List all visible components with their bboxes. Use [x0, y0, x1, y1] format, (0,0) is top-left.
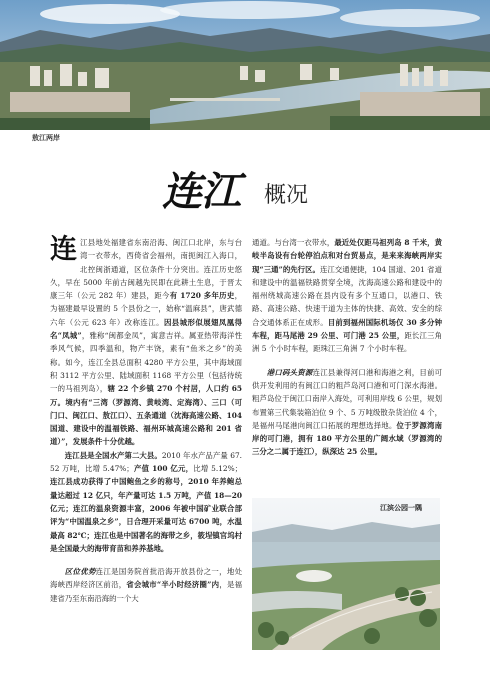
- aerial-photo-illustration: [0, 0, 490, 130]
- paragraph-transport: [252, 236, 442, 356]
- paragraph-ports: [252, 366, 442, 459]
- text-run: 连江是国务院首批沿海开放县份之一，地处海峡西岸经济区前沿，: [50, 567, 242, 590]
- text-run-bold: 目前到福州国际机场仅 30 多分钟车程，距马尾港 29 公里、可门港 25 公里，: [252, 317, 442, 341]
- text-run: ，为福建最早设置的 5 个县份之一，始称“温麻县”，唐武德六年（公元 623 年）改称连江。: [50, 291, 243, 327]
- text-run-bold: 省会城市“半小时经济圈”内: [126, 580, 220, 590]
- text-run-bold: 产值 100 亿元，: [133, 464, 194, 474]
- text-run-bold: 辖 22 个乡镇 270 个村居，人口约 65 万。境内有“三湾（罗源湾、黄岐湾、定海湾）、三口（可门口、闽江口、敖江口）、五条通道（沈海高速公路、104 国道、建设中的温福铁路、福州环城高速公路和 201 省道）”，发展条件十分优越。: [50, 384, 242, 447]
- body-column-right: [252, 236, 442, 484]
- aerial-photo: [0, 0, 490, 130]
- text-run-bold: 位于罗源湾南岸的可门港，拥有 180 平方公里的广阔水域（罗源湾的三分之二属于连江），纵深达 25 公里。: [252, 420, 442, 457]
- text-run: 比增 5.12%；: [193, 464, 243, 474]
- text-run: ，雅称“闽都金凤”，寓意吉祥。属亚热带海洋性季风气候，四季温和，物产丰饶，素有“鱼米之乡”的美称。如今，连江全县总面积 4280 平方公里，其中海域面积 3112 平方公里、陆域面积 1168 平方公里（包括待统一的马祖列岛），: [50, 331, 242, 394]
- text-run-bold: 连江县成功获得了中国鲍鱼之乡的称号，: [50, 477, 189, 487]
- text-run-bold: 有 1720 多年历史: [169, 291, 235, 301]
- text-run-bold: 因县城形似展翅凤凰得名“凤城”: [50, 317, 242, 341]
- park-photo: [252, 498, 440, 650]
- text-run: 连江交通便捷，104 国道、201 省道和建设中的温福铁路贯穿全境，沈海高速公路和建设中的福州绕城高速公路在县内设有多个互通口，以港口、铁路、高速公路、快速干道为主体的快捷、高效、安全的综合交通体系正在成形。: [252, 264, 442, 327]
- headline-main: 连江: [162, 169, 240, 215]
- hero-caption: 敖江两岸: [32, 134, 60, 142]
- body-column-left: [50, 236, 242, 656]
- paragraph-location: [50, 565, 242, 605]
- text-run-bold: 连江县是全国水产第二大县。: [64, 450, 162, 460]
- park-photo-illustration: [252, 498, 440, 650]
- drop-cap: 连: [50, 234, 77, 265]
- paragraph-fisheries: [50, 449, 242, 555]
- paragraph-intro: [50, 236, 242, 449]
- text-run: 距长江三角洲 5 个小时车程，距珠江三角洲 7 个小时车程。: [252, 331, 442, 354]
- text-run: 连江县兼得河口港和海港之利，目前可供开发利用的有闽江口的粗芦岛河口港和可门深水海港。粗芦岛位于闽江口南岸入海处，可利用岸线 6 公里，规划布置第三代集装箱泊位 9 个、5 万吨级散杂货泊位 4 个，是福州马尾港向闽江口拓展的理想选择地。: [252, 367, 442, 430]
- park-caption: 江滨公园一隅: [380, 504, 422, 512]
- text-run-bold: 最近处仅距马祖列岛 8 千米，黄岐半岛设有台轮停泊点和对台贸易点，是来来海峡两岸实现“三通”的先行区。: [252, 238, 442, 274]
- section-lead: 区位优势: [64, 567, 96, 577]
- text-run: 江县地处福建省东南沿海、闽江口北岸，东与台湾一衣带水，西倚省会福州，南扼闽江入海口，北控闽浙通道，区位条件十分突出。连江历史悠久，早在 5000 年前古闽越先民即在此耕土生息，于晋太康三年（公元 282 年）建县，距今: [50, 238, 242, 301]
- text-run: 2010 年水产品产量 67.52 万吨，比增 5.47%；: [50, 450, 242, 474]
- headline-sub: 概况: [264, 183, 309, 208]
- section-lead: 港口码头资源: [266, 367, 313, 377]
- text-run: 通道。与台湾一衣带水，: [252, 238, 335, 247]
- text-run-bold: 2010 年养鲍总量达超过 12 亿只，年产量可达 1.5 万吨，产值 18—20 亿元；连江的温泉资源丰富，2006 年被中国矿业联合部评为“中国温泉之乡”，日合理开采量可达 6700 吨，水温最高 82℃；连江也是中国著名的海带之乡，筱埕镇官坞村是全国最大的海带育苗和养养基地。: [50, 477, 242, 553]
- text-run: ，是福建省乃至东南沿海的一个大: [50, 580, 242, 603]
